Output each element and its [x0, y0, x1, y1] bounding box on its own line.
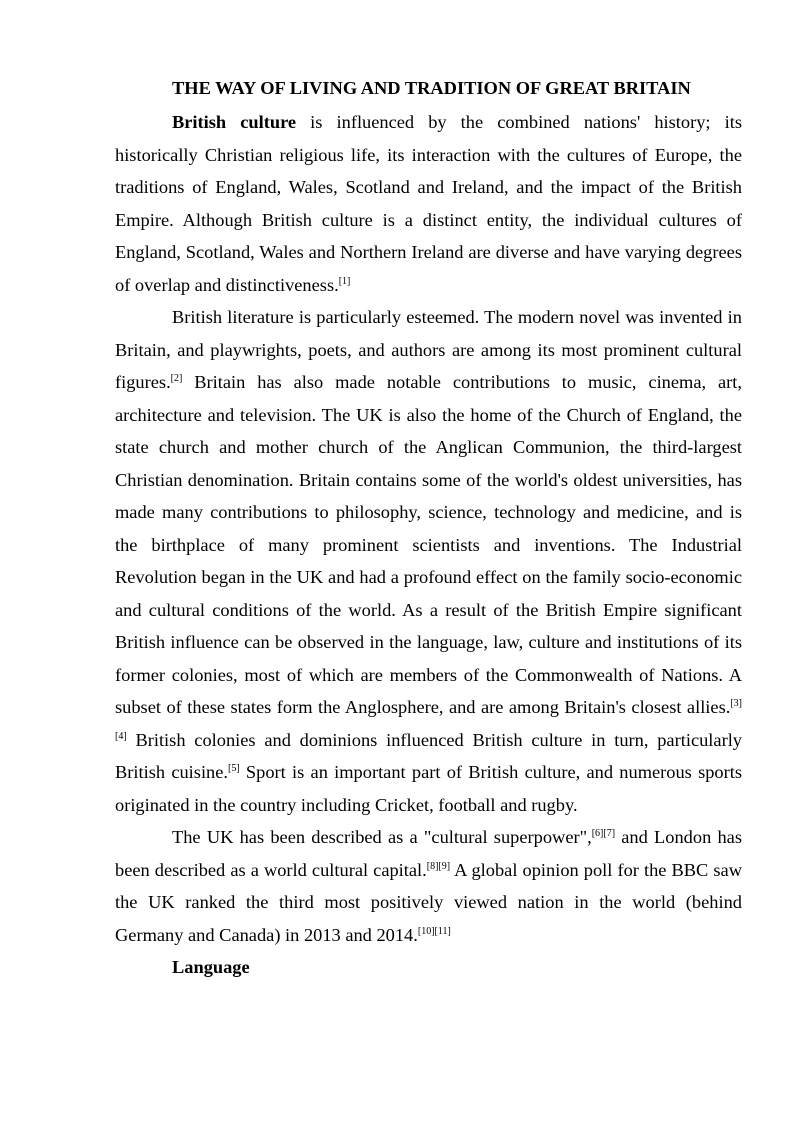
- paragraph-text: Britain has also made notable contributions to music, cinema, art, architecture and television. The UK is also the home of the Church of England, the state church and mother church of the Anglican Communion, the third-largest Christian denomination. Britain contains some of the world's oldest universities, has made many contributions to philosophy, science, technology and medicine, and is the birthplace of many prominent scientists and inventions. The Industrial Revolution began in the UK and had a profound effect on the family socio-economic and cultural conditions of the world. As a result of the British Empire significant British influence can be observed in the language, law, culture and institutions of its former colonies, most of which are members of the Commonwealth of Nations. A subset of these states form the Anglosphere, and are among Britain's closest allies.: [115, 372, 742, 717]
- citation-ref[interactable]: [5]: [228, 763, 240, 774]
- citation-ref[interactable]: [3][4]: [115, 698, 742, 742]
- paragraph-text: is influenced by the combined nations' history; its historically Christian religious life, its interaction with the cultures of Europe, the traditions of England, Wales, Scotland and Ireland, and the impact of the British Empire. Although British culture is a distinct entity, the individual cultures of England, Scotland, Wales and Northern Ireland are diverse and have varying degrees of overlap and distinctiveness.: [115, 112, 742, 295]
- citation-ref[interactable]: [1]: [338, 275, 351, 287]
- paragraph-text: A global opinion poll for the BBC saw the UK ranked the third most positively viewed nation in the world (behind Germany and Canada) in 2013 and 2014.: [115, 859, 742, 945]
- document-page: [115, 70, 742, 984]
- paragraph-text: and London has been described as a world cultural capital.: [115, 827, 743, 880]
- section-heading-language: Language: [172, 957, 250, 977]
- document-title: THE WAY OF LIVING AND TRADITION OF GREAT BRITAIN: [172, 78, 691, 98]
- paragraph-literature: [115, 301, 742, 821]
- citation-ref[interactable]: [10][11]: [417, 925, 451, 937]
- paragraph-cultural-superpower: [115, 821, 742, 951]
- paragraph-text: The UK has been described as a "cultural superpower",: [172, 827, 592, 847]
- paragraph-lead: British culture: [172, 112, 297, 132]
- citation-ref[interactable]: [8][9]: [426, 860, 451, 872]
- paragraph-text: Sport is an important part of British culture, and numerous sports originated in the country including Cricket, football and rugby.: [115, 762, 743, 815]
- paragraph-text: British literature is particularly esteemed. The modern novel was invented in Britain, and playwrights, poets, and authors are among its most prominent cultural figures.: [115, 307, 742, 392]
- paragraph-text: British colonies and dominions influenced British culture in turn, particularly British cuisine.: [115, 729, 742, 782]
- paragraph-british-culture: [115, 106, 742, 301]
- citation-ref[interactable]: [2]: [170, 373, 183, 384]
- citation-ref[interactable]: [6][7]: [591, 828, 616, 839]
